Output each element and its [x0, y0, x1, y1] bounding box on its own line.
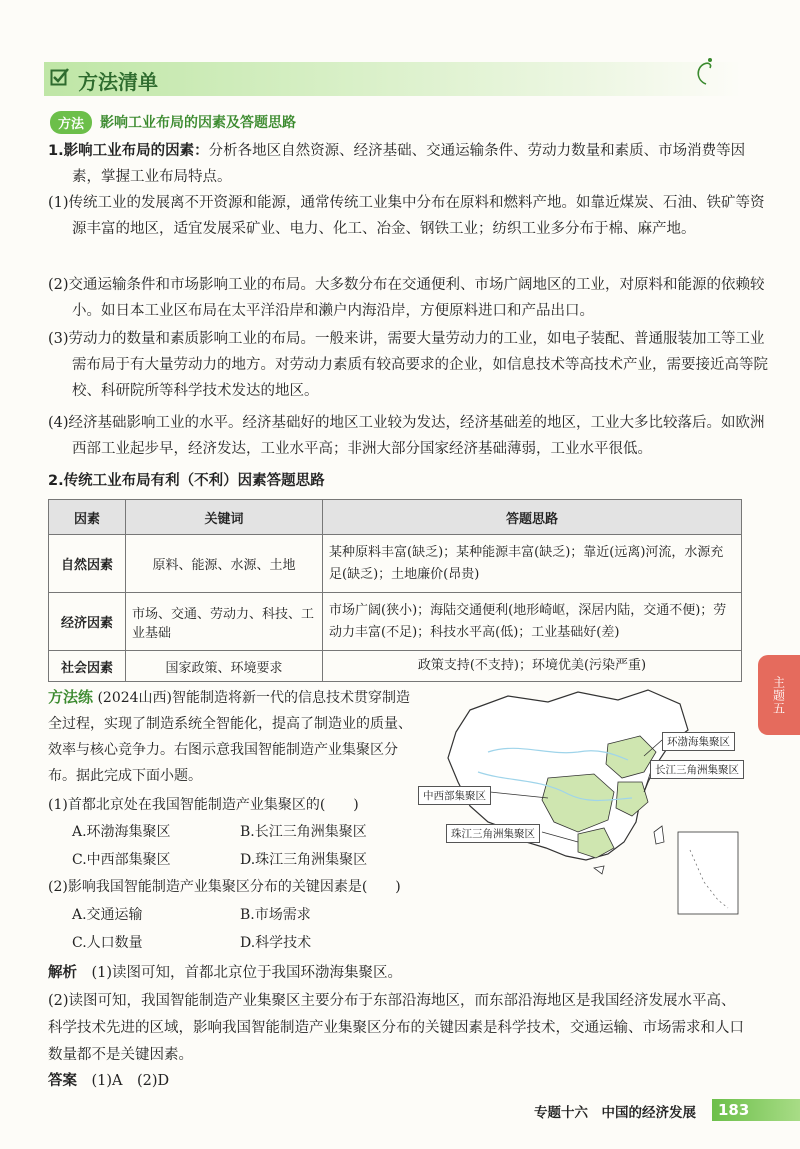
answer-text: (1)A (2)D	[91, 1073, 170, 1089]
factor-cell: 经济因素	[49, 593, 126, 651]
analysis-p1: (1)读图可知，首都北京位于我国环渤海集聚区。	[91, 965, 403, 981]
table-row	[49, 535, 742, 593]
table-row	[49, 593, 742, 651]
side-tab[interactable]: 主题五	[758, 655, 800, 735]
factor-cell: 社会因素	[49, 651, 126, 682]
answer-label: 答案	[48, 1073, 77, 1089]
analysis-line-1	[48, 960, 748, 987]
point1-heading: 1.影响工业布局的因素：	[48, 143, 209, 159]
point1-item-2: (2)交通运输条件和市场影响工业的布局。大多数分布在交通便利、市场广阔地区的工业，对原料和能源的依赖较小。如日本工业区布局在太平洋沿岸和濑户内海沿岸，方便原料进口和产品出口。	[48, 277, 765, 319]
keywords-cell: 原料、能源、水源、土地	[126, 535, 323, 593]
option-d[interactable]: D.珠江三角洲集聚区	[240, 852, 368, 868]
option-d[interactable]: D.科学技术	[240, 935, 312, 951]
approach-cell: 政策支持(不支持)；环境优美(污染严重)	[323, 651, 742, 682]
label-bohai: 环渤海集聚区	[662, 732, 735, 751]
table-header: 关键词	[126, 500, 323, 535]
section-title: 方法清单	[78, 70, 158, 94]
analysis-label: 解析	[48, 965, 77, 981]
option-a[interactable]: A.环渤海集聚区	[72, 824, 171, 840]
table-row	[49, 651, 742, 682]
method-title: 影响工业布局的因素及答题思路	[100, 115, 297, 131]
point1-item-4: (4)经济基础影响工业的水平。经济基础好的地区工业较为发达，经济基础差的地区，工业大多比较落后。如欧洲西部工业起步早，经济发达，工业水平高；非洲大部分国家经济基础薄弱，工业水平很低。	[48, 415, 765, 457]
option-c[interactable]: C.中西部集聚区	[72, 852, 171, 868]
method-heading	[50, 111, 296, 133]
question-1: (1)首都北京处在我国智能制造产业集聚区的( )	[48, 797, 359, 813]
point1-intro	[48, 138, 772, 190]
label-pearl: 珠江三角洲集聚区	[446, 824, 540, 843]
leaf-icon	[692, 56, 718, 86]
answer-line	[48, 1068, 748, 1095]
table-header: 答题思路	[323, 500, 742, 535]
label-central-west: 中西部集聚区	[418, 786, 491, 805]
option-b[interactable]: B.市场需求	[240, 907, 311, 923]
china-map	[418, 682, 748, 918]
footer-topic: 专题十六 中国的经济发展	[534, 1105, 696, 1121]
table-header: 因素	[49, 500, 126, 535]
question-2: (2)影响我国智能制造产业集聚区分布的关键因素是( )	[48, 879, 401, 895]
checkbox-icon	[50, 67, 70, 87]
option-b[interactable]: B.长江三角洲集聚区	[240, 824, 367, 840]
point1-text: 分析各地区自然资源、经济基础、交通运输条件、劳动力数量和素质、市场消费等因素，掌握工业布局特点。	[72, 143, 746, 185]
approach-cell: 某种原料丰富(缺乏)；某种能源丰富(缺乏)；靠近(远离)河流，水源充足(缺乏)；土地廉价(昂贵)	[323, 535, 742, 593]
practice-intro	[48, 684, 423, 789]
practice-label: 方法练	[48, 688, 94, 706]
practice-text: (2024山西)智能制造将新一代的信息技术贯穿制造全过程，实现了制造系统全智能化，提高了制造业的质量、效率与核心竞争力。右图示意我国智能制造产业集聚区分布。据此完成下面小题。	[48, 690, 412, 784]
option-c[interactable]: C.人口数量	[72, 935, 143, 951]
keywords-cell: 市场、交通、劳动力、科技、工业基础	[126, 593, 323, 651]
label-yangtze: 长江三角洲集聚区	[650, 760, 744, 779]
approach-cell: 市场广阔(狭小)；海陆交通便利(地形崎岖，深居内陆，交通不便)；劳动力丰富(不足)；科技水平高(低)；工业基础好(差)	[323, 593, 742, 651]
method-badge: 方法	[50, 111, 92, 134]
factors-table	[48, 499, 742, 682]
keywords-cell: 国家政策、环境要求	[126, 651, 323, 682]
analysis-p2: (2)读图可知，我国智能制造产业集聚区主要分布于东部沿海地区，而东部沿海地区是我国经济发展水平高、科学技术先进的区域，影响我国智能制造产业集聚区分布的关键因素是科学技术，交通运输、市场需求和人口数量都不是关键因素。	[48, 993, 744, 1063]
point2-heading: 2.传统工业布局有利（不利）因素答题思路	[48, 473, 325, 489]
point1-item-1: (1)传统工业的发展离不开资源和能源，通常传统工业集中分布在原料和燃料产地。如靠近煤炭、石油、铁矿等资源丰富的地区，适宜发展采矿业、电力、化工、冶金、钢铁工业；纺织工业多分布于棉、麻产地。	[48, 195, 765, 237]
section-header	[44, 62, 742, 96]
table-header-row	[49, 500, 742, 535]
page-number: 183	[712, 1099, 800, 1121]
factor-cell: 自然因素	[49, 535, 126, 593]
option-a[interactable]: A.交通运输	[72, 907, 143, 923]
point1-item-3: (3)劳动力的数量和素质影响工业的布局。一般来讲，需要大量劳动力的工业，如电子装配、普通服装加工等工业需布局于有大量劳动力的地方。对劳动力素质有较高要求的企业，如信息技术等高技术产业，需要接近高等院校、科研院所等科学技术发达的地区。	[48, 331, 768, 399]
